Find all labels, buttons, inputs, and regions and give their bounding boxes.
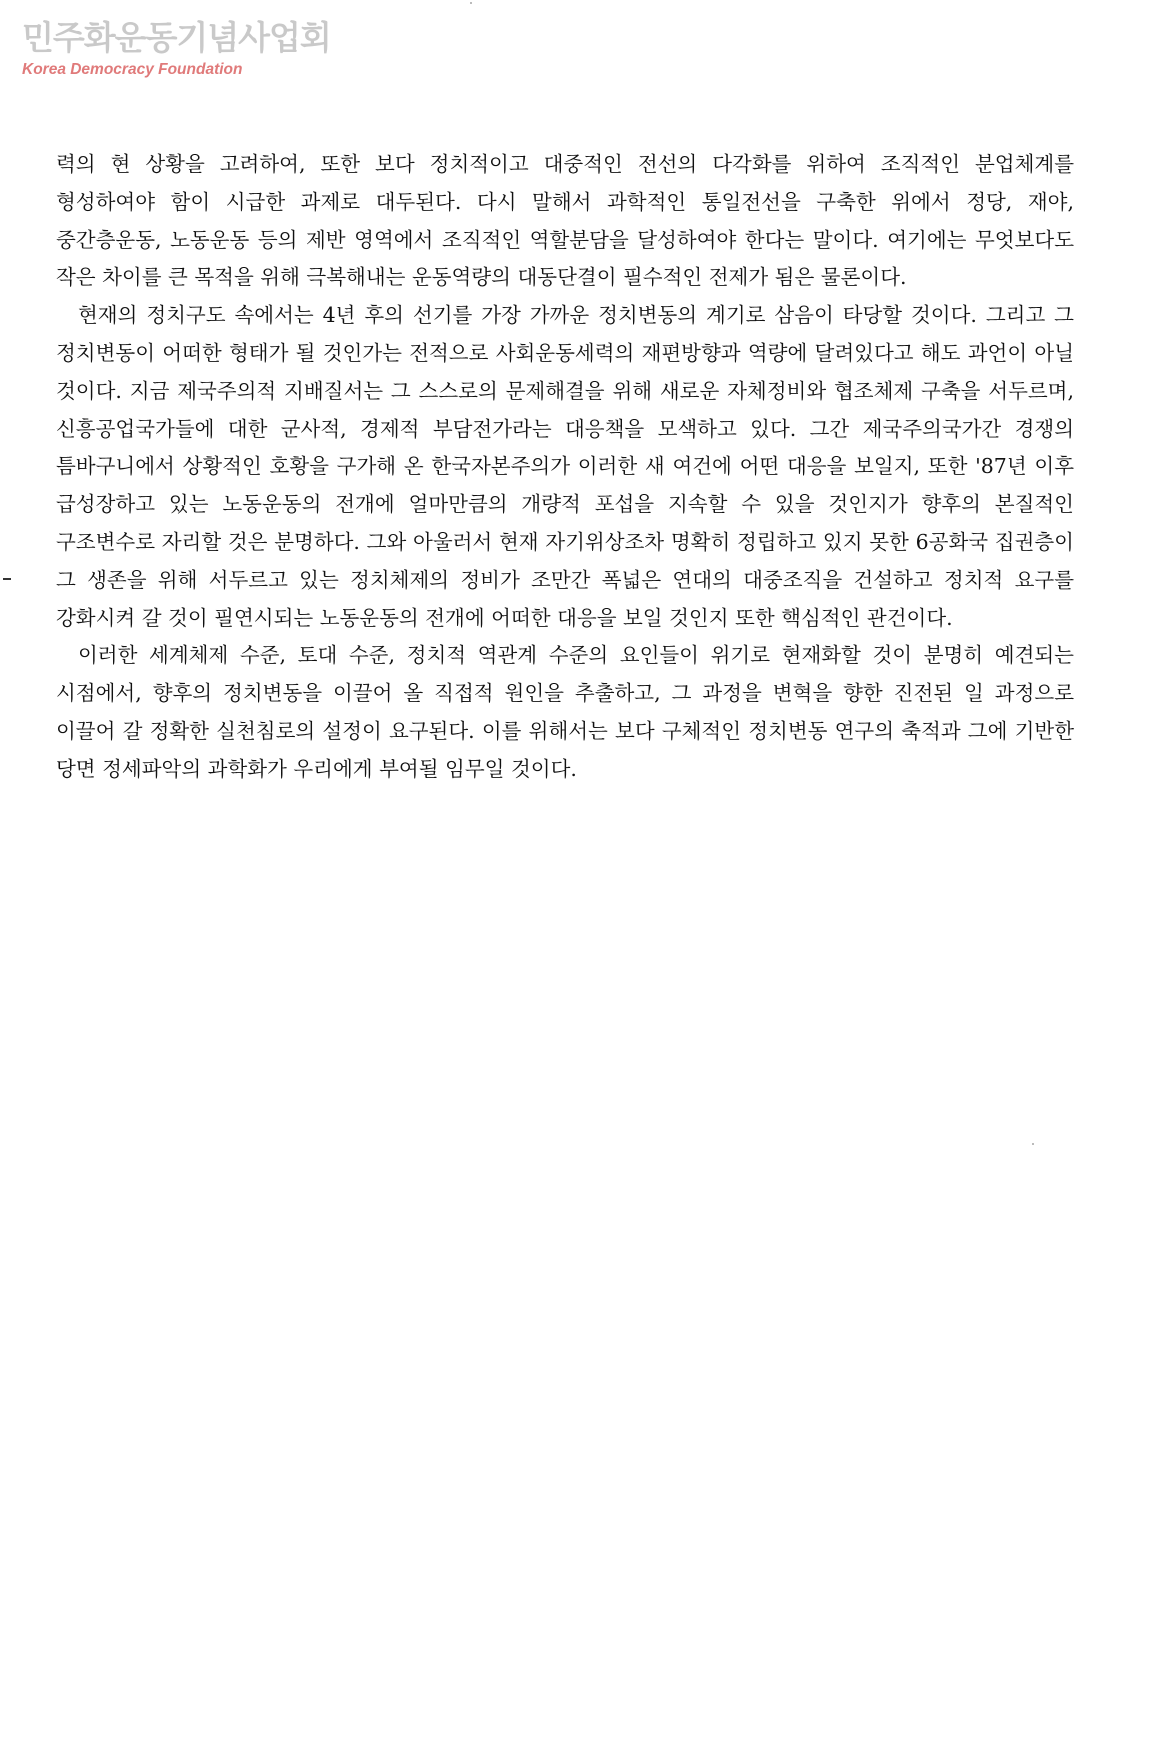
logo-english-name: Korea Democracy Foundation: [22, 61, 243, 78]
logo-korean-name: 민주화운동기념사업회: [22, 18, 331, 57]
paragraph: 현재의 정치구도 속에서는 4년 후의 선기를 가장 가까운 정치변동의 계기로 삼음이 타당할 것이다. 그리고 그 정치변동이 어떠한 형태가 될 것인가는 전적으로 사회운동세력의 재편방향과 역량에 달려있다고 해도 과언이 아닐 것이다. 지금 제국주의적 지배질서는 그 스스로의 문제해결을 위해 새로운 자체정비와 협조체제 구축을 서두르며, 신흥공업국가들에 대한 군사적, 경제적 부담전가라는 대응책을 모색하고 있다. 그간 제국주의국가간 경쟁의 틈바구니에서 상황적인 호황을 구가해 온 한국자본주의가 이러한 새 여건에 어떤 대응을 보일지, 또한 '87년 이후 급성장하고 있는 노동운동의 전개에 얼마만큼의 개량적 포섭을 지속할 수 있을 것인지가 향후의 본질적인 구조변수로 자리할 것은 분명하다. 그와 아울러서 현재 자기위상조차 명확히 정립하고 있지 못한 6공화국 집권층이 그 생존을 위해 서두르고 있는 정치체제의 정비가 조만간 폭넓은 연대의 대중조직을 건설하고 정치적 요구를 강화시켜 갈 것이 필연시되는 노동운동의 전개에 어떠한 대응을 보일 것인지 또한 핵심적인 관건이다.: [56, 303, 1074, 630]
scan-speck: [470, 2, 472, 4]
scan-speck: [1032, 1143, 1034, 1145]
paragraph: 이러한 세계체제 수준, 토대 수준, 정치적 역관계 수준의 요인들이 위기로 현재화할 것이 분명히 예견되는 시점에서, 향후의 정치변동을 이끌어 올 직접적 원인을 추출하고, 그 과정을 변혁을 향한 진전된 일 과정으로 이끌어 갈 정확한 실천침로의 설정이 요구된다. 이를 위해서는 보다 구체적인 정치변동 연구의 축적과 그에 기반한 당면 정세파악의 과학화가 우리에게 부여될 임무일 것이다.: [56, 643, 1074, 781]
paragraph: 력의 현 상황을 고려하여, 또한 보다 정치적이고 대중적인 전선의 다각화를 위하여 조직적인 분업체계를 형성하여야 함이 시급한 과제로 대두된다. 다시 말해서 과학적인 통일전선을 구축한 위에서 정당, 재야, 중간층운동, 노동운동 등의 제반 영역에서 조직적인 역할분담을 달성하여야 한다는 말이다. 여기에는 무엇보다도 작은 차이를 큰 목적을 위해 극복해내는 운동역량의 대동단결이 필수적인 전제가 됨은 물론이다.: [56, 152, 1074, 290]
foundation-logo: [22, 18, 331, 80]
document-body: [56, 146, 1074, 789]
margin-mark: [3, 578, 11, 580]
